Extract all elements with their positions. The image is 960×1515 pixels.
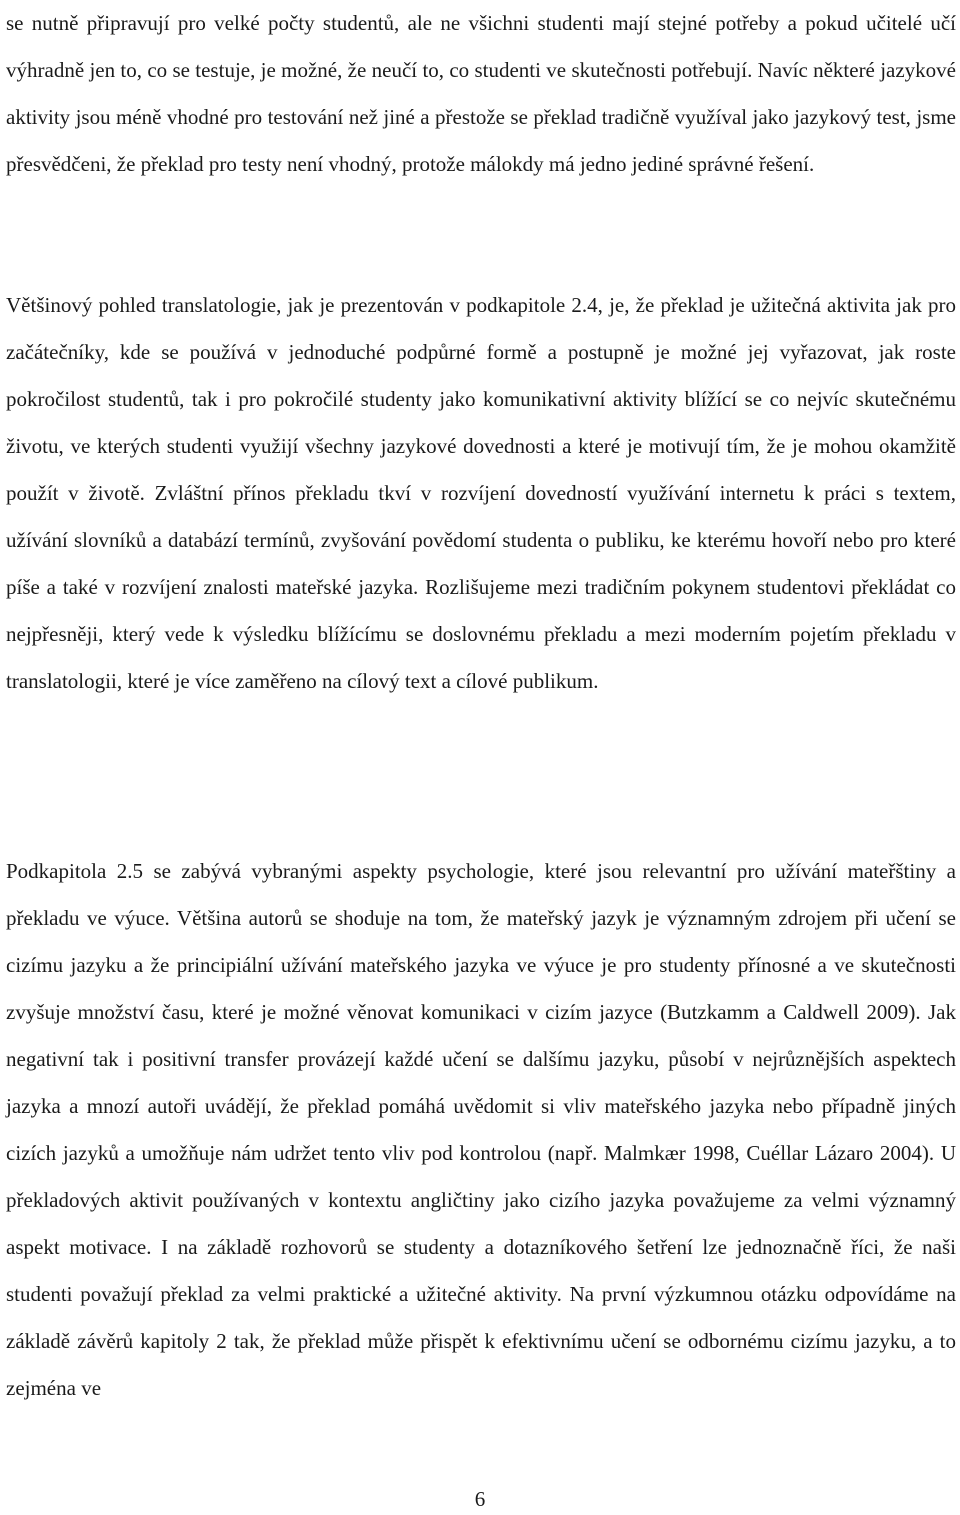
paragraph-1: se nutně připravují pro velké počty studentů, ale ne všichni studenti mají stejné potřeby a pokud učitelé učí výhradně jen to, co se testuje, je možné, že neučí to, co studenti ve skutečnosti potřebují. Navíc některé jazykové aktivity jsou méně vhodné pro testování než jiné a přestože se překlad tradičně využíval jako jazykový test, jsme přesvědčeni, že překlad pro testy není vhodný, protože málokdy má jedno jediné správné řešení. (6, 11, 956, 176)
paragraph-2: Většinový pohled translatologie, jak je prezentován v podkapitole 2.4, je, že překlad je užitečná aktivita jak pro začátečníky, kde se používá v jednoduché podpůrné formě a postupně je možné jej vyřazovat, jak roste pokročilost studentů, tak i pro pokročilé studenty jako komunikativní aktivity blížící se co nejvíc skutečnému životu, ve kterých studenti využijí všechny jazykové dovednosti a které je motivují tím, že je mohou okamžitě použít v životě. Zvláštní přínos překladu tkví v rozvíjení dovedností využívání internetu k práci s textem, užívání slovníků a databází termínů, zvyšování povědomí studenta o publiku, ke kterému hovoří nebo pro které píše a také v rozvíjení znalosti mateřské jazyka. Rozlišujeme mezi tradičním pokynem studentovi překládat co nejpřesněji, který vede k výsledku blížícímu se doslovnému překladu a mezi moderním pojetím překladu v translatologii, které je více zaměřeno na cílový text a cílové publikum. (6, 293, 956, 693)
paragraph-3: Podkapitola 2.5 se zabývá vybranými aspekty psychologie, které jsou relevantní pro užívání mateřštiny a překladu ve výuce. Většina autorů se shoduje na tom, že mateřský jazyk je významným zdrojem při učení se cizímu jazyku a že principiální užívání mateřského jazyka ve výuce je pro studenty přínosné a ve skutečnosti zvyšuje množství času, které je možné věnovat komunikaci v cizím jazyce (Butzkamm a Caldwell 2009). Jak negativní tak i positivní transfer provázejí každé učení se dalšímu jazyku, působí v nejrůznějších aspektech jazyka a mnozí autoři uvádějí, že překlad pomáhá uvědomit si vliv mateřského jazyka nebo případně jiných cizích jazyků a umožňuje nám udržet tento vliv pod kontrolou (např. Malmkær 1998, Cuéllar Lázaro 2004). U překladových aktivit používaných v kontextu angličtiny jako cizího jazyka považujeme za velmi významný aspekt motivace. I na základě rozhovorů se studenty a dotazníkového šetření lze jednoznačně říci, že naši studenti považují překlad za velmi praktické a užitečné aktivity. Na první výzkumnou otázku odpovídáme na základě závěrů kapitoly 2 tak, že překlad může přispět k efektivnímu učení se odbornému cizímu jazyku, a to zejména ve (6, 859, 956, 1400)
page-number: 6 (474, 1487, 486, 1511)
